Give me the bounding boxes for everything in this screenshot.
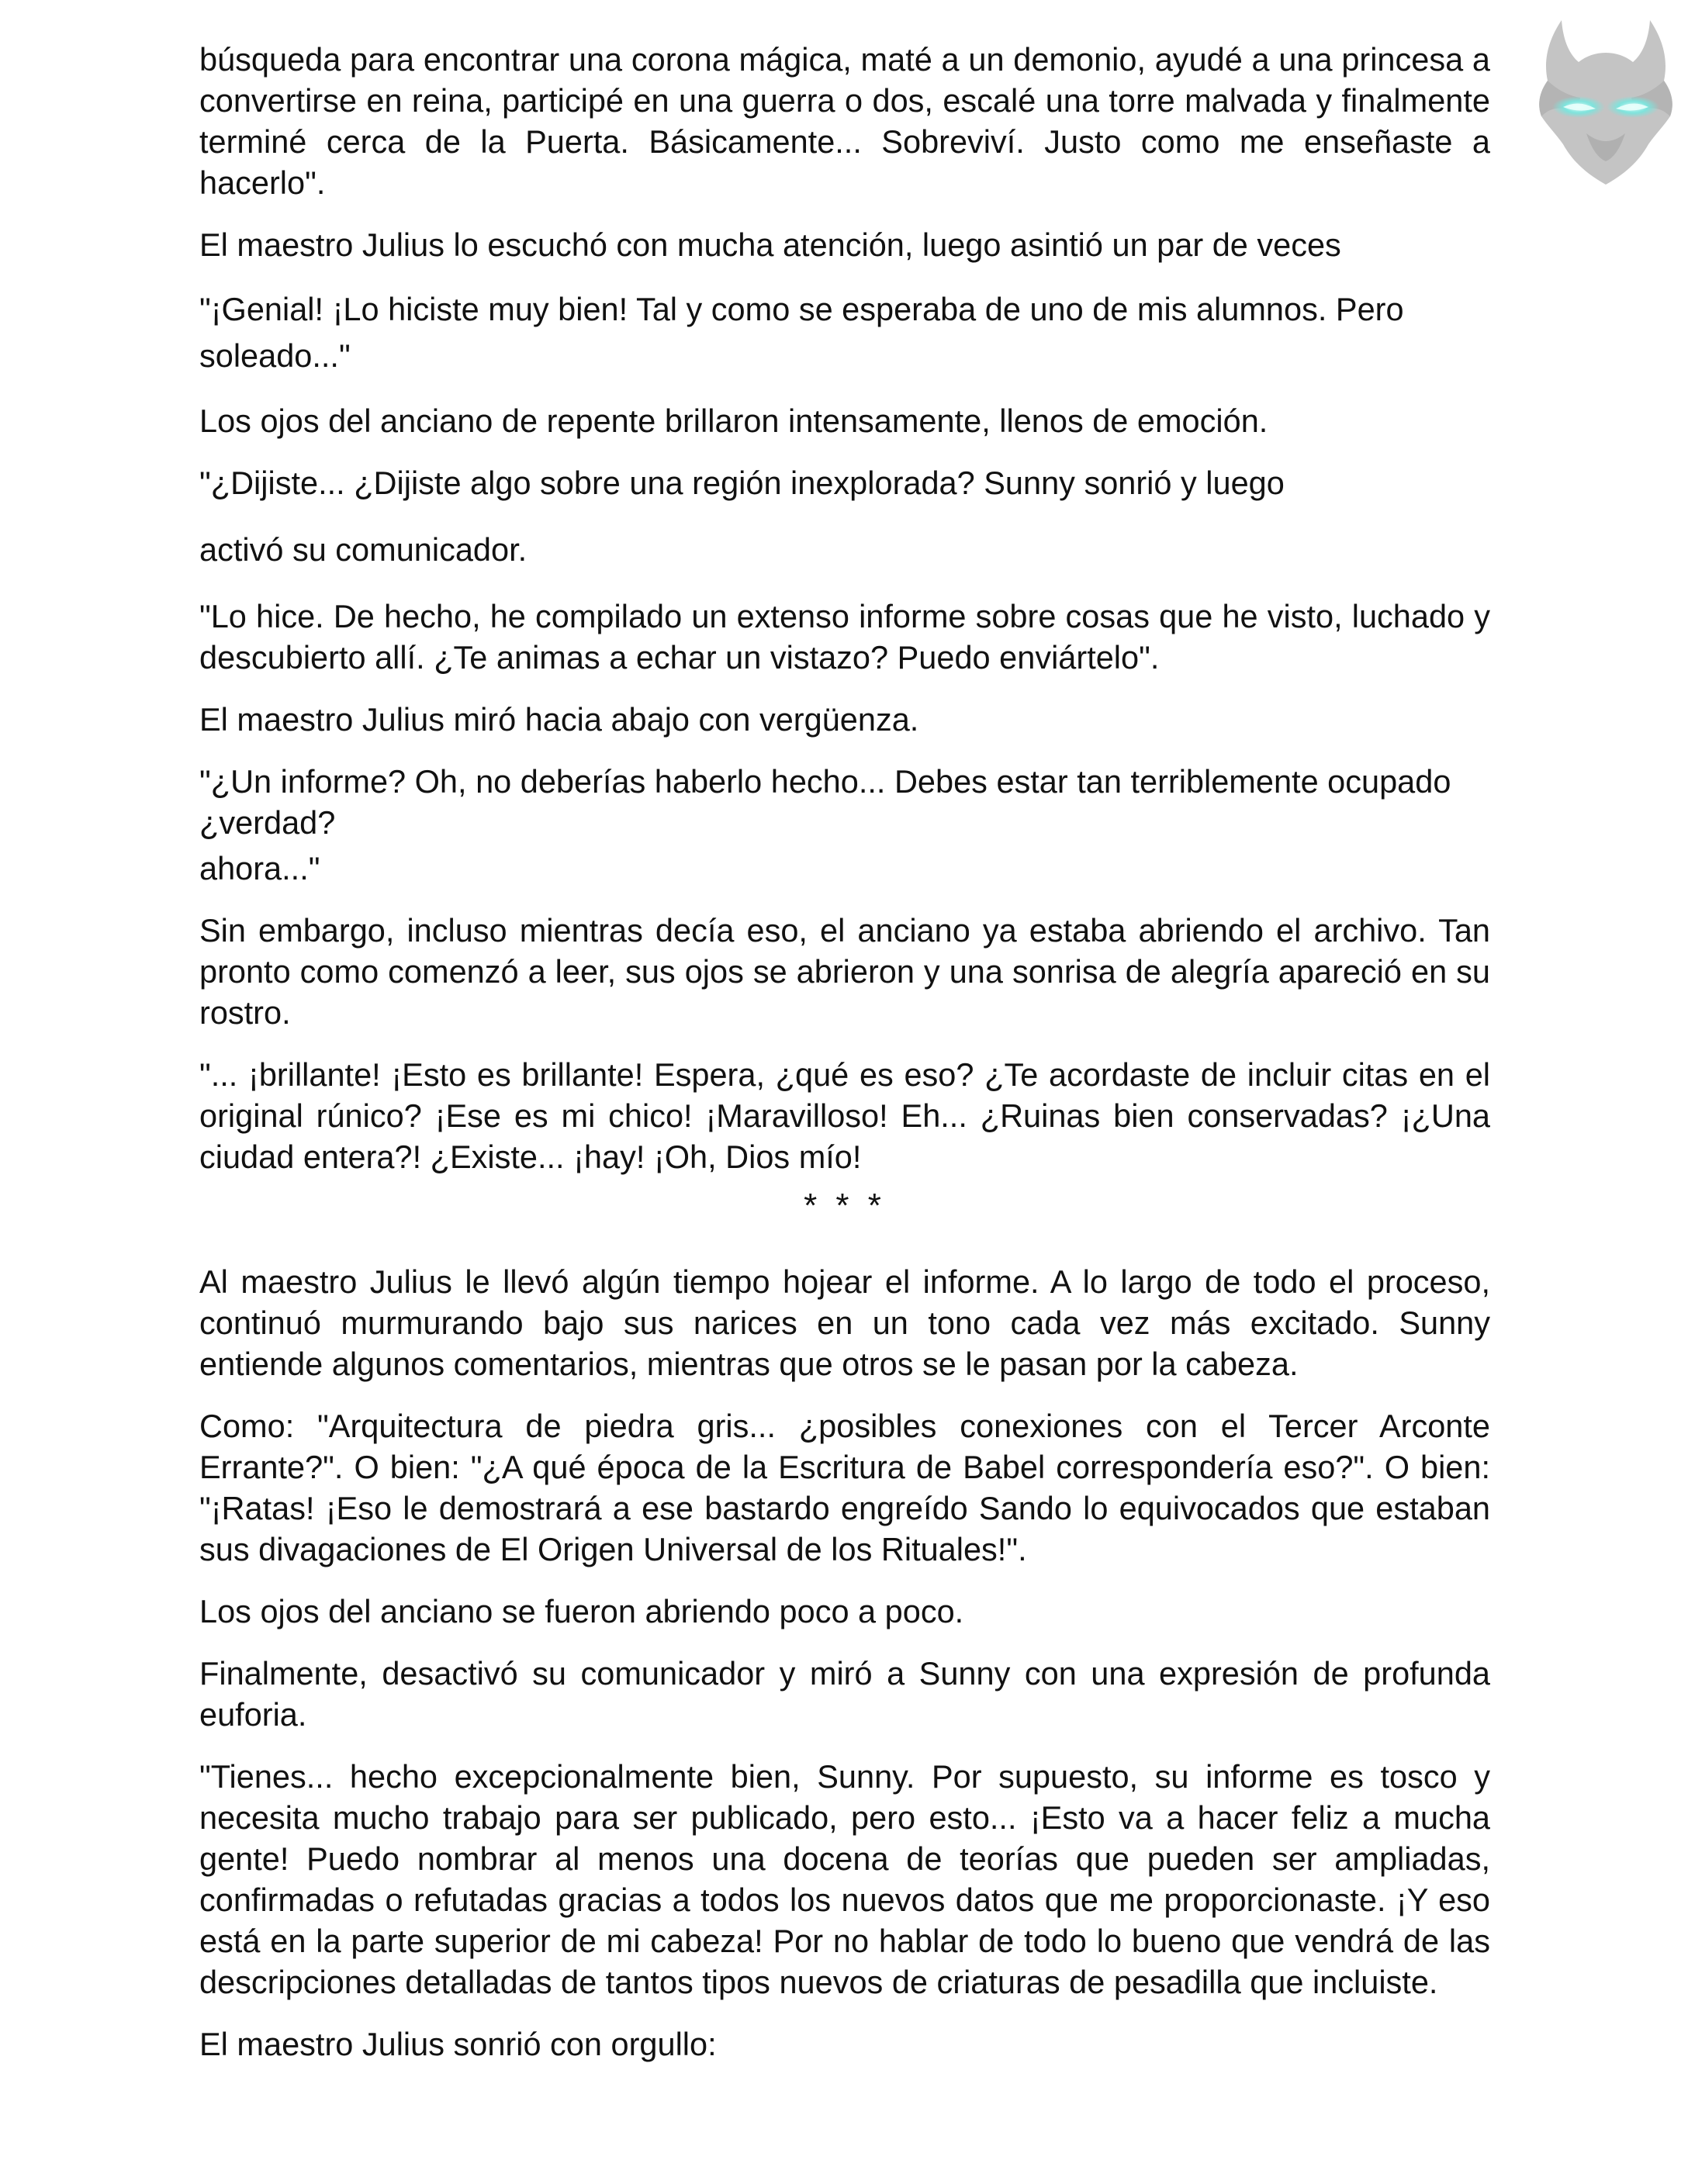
paragraph: El maestro Julius sonrió con orgullo:: [199, 2026, 717, 2062]
paragraph-line: ahora...": [199, 850, 320, 886]
section-break: * * *: [804, 1187, 886, 1225]
paragraph: Al maestro Julius le llevó algún tiempo hojear el informe. A lo largo de todo el proceso, continuó murmurando bajo sus narices en un tono cada vez más excitado. Sunny entiende algunos comentarios, mientras que otros se le pasan por la cabeza.: [199, 1263, 1490, 1382]
horned-demon-mask-icon: [1532, 17, 1679, 188]
paragraph-line: "¿Un informe? Oh, no deberías haberlo hecho... Debes estar tan terriblemente ocupado ¿verdad?: [199, 763, 1451, 841]
paragraph: El maestro Julius lo escuchó con mucha atención, luego asintió un par de veces: [199, 226, 1341, 263]
paragraph: Finalmente, desactivó su comunicador y miró a Sunny con una expresión de profunda euforia.: [199, 1655, 1490, 1733]
paragraph: "Tienes... hecho excepcionalmente bien, Sunny. Por supuesto, su informe es tosco y necesita mucho trabajo para ser publicado, pero esto... ¡Esto va a hacer feliz a mucha gente! Puedo nombrar al menos una docena de teorías que pueden ser ampliadas, confirmadas o refutadas gracias a todos los nuevos datos que me proporcionaste. ¡Y eso está en la parte superior de mi cabeza! Por no hablar de todo lo bueno que vendrá de las descripciones detalladas de tantos tipos nuevos de criaturas de pesadilla que incluiste.: [199, 1758, 1490, 2000]
document-body: [199, 39, 1490, 2086]
paragraph: "Lo hice. De hecho, he compilado un extenso informe sobre cosas que he visto, luchado y descubierto allí. ¿Te animas a echar un vistazo? Puedo enviártelo".: [199, 598, 1490, 676]
paragraph: "¡Genial! ¡Lo hiciste muy bien! Tal y como se esperaba de uno de mis alumnos. Pero soleado...": [199, 291, 1404, 374]
paragraph: El maestro Julius miró hacia abajo con vergüenza.: [199, 701, 919, 738]
paragraph: "¿Dijiste... ¿Dijiste algo sobre una región inexplorada? Sunny sonrió y luego: [199, 465, 1285, 501]
paragraph: Los ojos del anciano de repente brillaron intensamente, llenos de emoción.: [199, 403, 1268, 439]
paragraph: activó su comunicador.: [199, 531, 528, 568]
paragraph: Sin embargo, incluso mientras decía eso, el anciano ya estaba abriendo el archivo. Tan pronto como comenzó a leer, sus ojos se abrieron y una sonrisa de alegría apareció en su rostro.: [199, 912, 1490, 1031]
paragraph: [199, 761, 1490, 889]
paragraph: Los ojos del anciano se fueron abriendo poco a poco.: [199, 1593, 964, 1629]
paragraph: Como: "Arquitectura de piedra gris... ¿posibles conexiones con el Tercer Arconte Errante?". O bien: "¿A qué época de la Escritura de Babel correspondería eso?". O bien: "¡Ratas! ¡Eso le demostrará a ese bastardo engreído Sando lo equivocados que estaban sus divagaciones de El Origen Universal de los Rituales!".: [199, 1408, 1490, 1567]
paragraph: búsqueda para encontrar una corona mágica, maté a un demonio, ayudé a una princesa a convertirse en reina, participé en una guerra o dos, escalé una torre malvada y finalmente terminé cerca de la Puerta. Básicamente... Sobreviví. Justo como me enseñaste a hacerlo".: [199, 41, 1490, 201]
paragraph: "... ¡brillante! ¡Esto es brillante! Espera, ¿qué es eso? ¿Te acordaste de incluir citas en el original rúnico? ¡Ese es mi chico! ¡Maravilloso! Eh... ¿Ruinas bien conservadas? ¡¿Una ciudad entera?! ¿Existe... ¡hay! ¡Oh, Dios mío!: [199, 1056, 1490, 1175]
